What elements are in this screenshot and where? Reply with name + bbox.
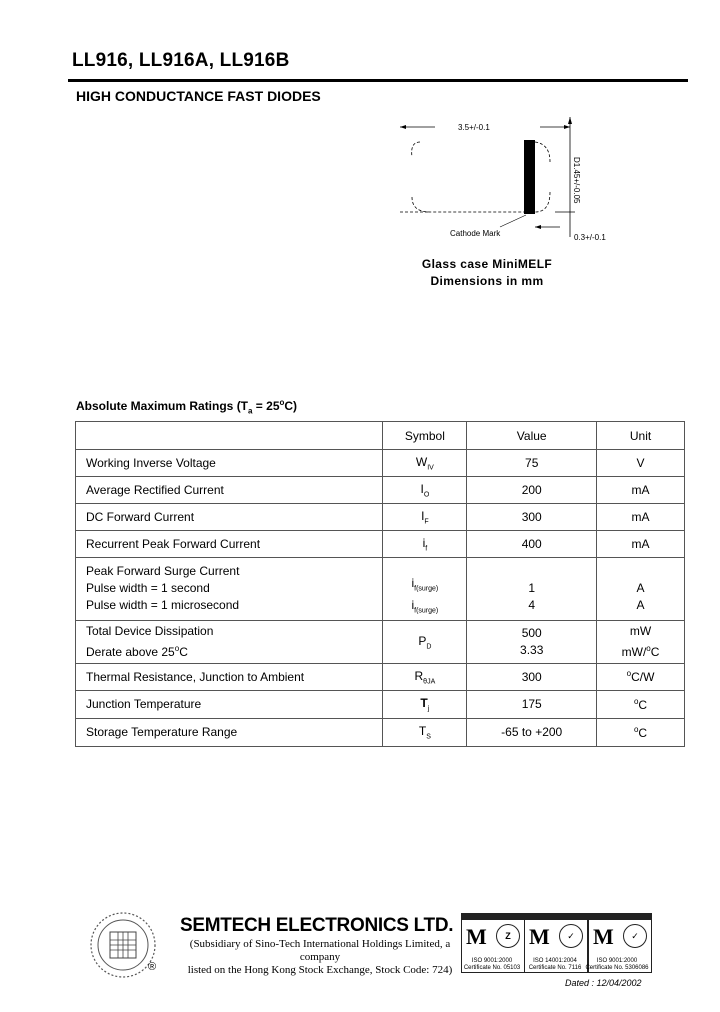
table-row xyxy=(76,531,685,558)
row-value: 300 xyxy=(467,663,597,690)
header-unit: Unit xyxy=(597,422,685,450)
package-caption-line1: Glass case MiniMELF xyxy=(421,257,553,271)
row-parameter: Storage Temperature Range xyxy=(76,718,383,746)
row-unit: $^o$C xyxy=(597,690,685,718)
row-symbol: $R_{\theta JA}$ xyxy=(383,663,467,690)
row-unit: mA xyxy=(597,477,685,504)
row-unit: V xyxy=(597,450,685,477)
header-symbol: Symbol xyxy=(383,422,467,450)
row-unit: $^o$C xyxy=(597,718,685,746)
row-parameter: Working Inverse Voltage xyxy=(76,450,383,477)
row-symbol: $W_{IV}$ xyxy=(383,450,467,477)
zert-seal-icon: Z xyxy=(496,924,520,948)
cert2-caption: ISO 14001:2004 Certificate No. 7116 xyxy=(528,958,582,971)
row-unit: mA xyxy=(597,531,685,558)
table-row xyxy=(76,504,685,531)
table-row-surge xyxy=(76,558,685,621)
row-unit: mA xyxy=(597,504,685,531)
row-value: -65 to +200 xyxy=(467,718,597,746)
row-value: 300 xyxy=(467,504,597,531)
moody-m-icon: M xyxy=(593,924,614,949)
dated-label: Dated : 12/04/2002 xyxy=(565,978,642,988)
row-unit: A A xyxy=(597,558,685,621)
row-parameter: Thermal Resistance, Junction to Ambient xyxy=(76,663,383,690)
ratings-table xyxy=(75,421,685,747)
ratings-heading: Absolute Maximum Ratings $(T_a = 25^oC)$ xyxy=(76,398,298,416)
table-row-junction xyxy=(76,690,685,718)
check-seal-icon: ✓ xyxy=(623,924,647,948)
package-caption xyxy=(380,256,594,290)
document-title: LL916, LL916A, LL916B xyxy=(72,50,290,71)
row-parameter: Junction Temperature xyxy=(76,690,383,718)
row-unit: mW mW/$^o$C xyxy=(597,620,685,663)
row-symbol: $I_F$ xyxy=(383,504,467,531)
title-rule xyxy=(68,79,688,82)
row-parameter: Total Device Dissipation Derate above 25$^o$C xyxy=(76,620,383,663)
cert1-caption: ISO 9001:2000 Certificate No. 05103 xyxy=(463,958,521,971)
cathode-band xyxy=(524,140,535,214)
row-unit: $^o$C/W xyxy=(597,663,685,690)
cert3-caption: ISO 9001:2000 Certificate No. 5306086 xyxy=(585,958,649,971)
row-value: 75 xyxy=(467,450,597,477)
cert-band xyxy=(525,914,587,920)
moody-m-icon: M xyxy=(466,924,487,949)
moody-m-icon: M xyxy=(529,924,550,949)
cathode-mark-label: Cathode Mark xyxy=(450,229,501,238)
check-seal-icon: ✓ xyxy=(559,924,583,948)
row-value: 200 xyxy=(467,477,597,504)
row-symbol: $P_D$ xyxy=(383,620,467,663)
table-row xyxy=(76,450,685,477)
row-parameter: Peak Forward Surge Current Pulse width = 1 second Pulse width = 1 microsecond xyxy=(76,558,383,621)
row-symbol: $i_f$ xyxy=(383,531,467,558)
company-name: SEMTECH ELECTRONICS LTD. xyxy=(180,915,454,936)
cert-band xyxy=(462,914,524,920)
table-row-storage xyxy=(76,718,685,746)
row-parameter: Average Rectified Current xyxy=(76,477,383,504)
diameter-dimension-label: D1.45+/-0.05 xyxy=(572,157,581,204)
cert-band xyxy=(589,914,651,920)
row-value: 500 3.33 xyxy=(467,620,597,663)
table-row-thermal xyxy=(76,663,685,690)
row-symbol: $T_S$ xyxy=(383,718,467,746)
band-dimension-label: 0.3+/-0.1 xyxy=(574,233,606,242)
row-value: 400 xyxy=(467,531,597,558)
subsidiary-note: (Subsidiary of Sino-Tech International Holdings Limited, a company listed on the Hong Kong Stock Exchange, Stock Code: 724) xyxy=(187,938,453,976)
minimelf-dimension-diagram xyxy=(390,112,620,247)
header-parameter xyxy=(76,422,383,450)
row-value: 175 xyxy=(467,690,597,718)
registered-mark: ® xyxy=(148,961,157,973)
row-parameter: Recurrent Peak Forward Current xyxy=(76,531,383,558)
row-parameter: DC Forward Current xyxy=(76,504,383,531)
document-subtitle: HIGH CONDUCTANCE FAST DIODES xyxy=(76,88,321,104)
header-value: Value xyxy=(467,422,597,450)
table-header-row xyxy=(76,422,685,450)
row-symbol: $T_j$ xyxy=(383,690,467,718)
length-dimension-label: 3.5+/-0.1 xyxy=(458,123,490,132)
row-symbol: $i_{f(surge)}$ $i_{f(surge)}$ xyxy=(383,558,467,621)
table-row-dissipation xyxy=(76,620,685,663)
package-caption-line2: Dimensions in mm xyxy=(430,274,544,288)
row-value: 1 4 xyxy=(467,558,597,621)
row-symbol: $I_O$ xyxy=(383,477,467,504)
table-row xyxy=(76,477,685,504)
